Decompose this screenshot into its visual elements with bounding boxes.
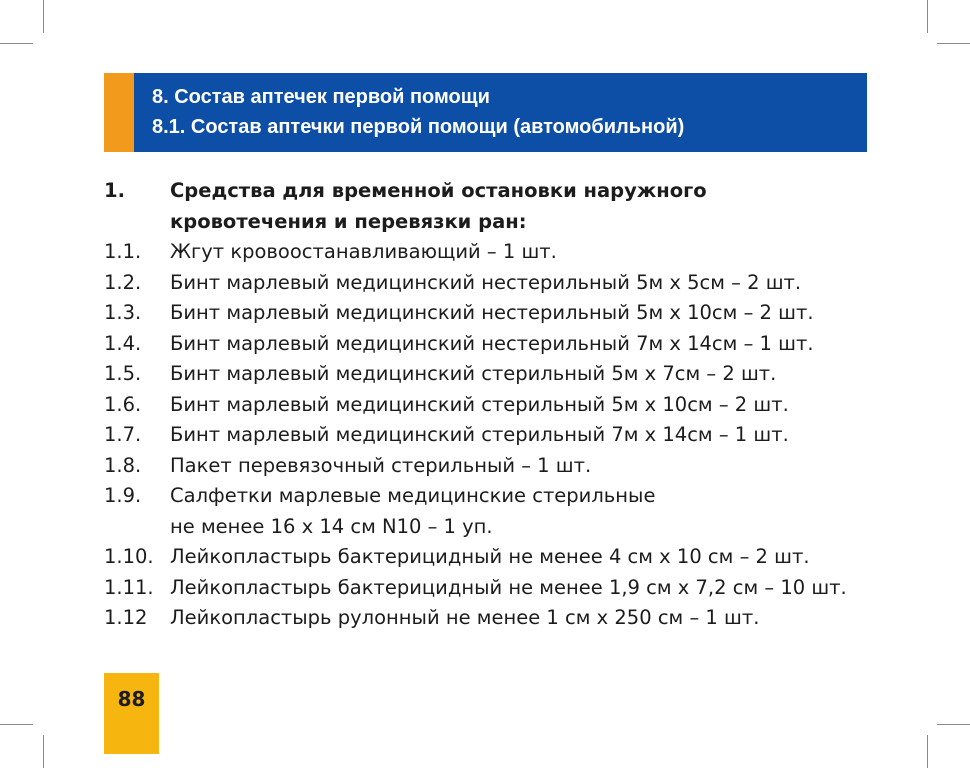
list-item bbox=[104, 451, 884, 482]
crop-mark bbox=[0, 43, 33, 44]
crop-mark bbox=[927, 735, 928, 768]
crop-mark bbox=[43, 0, 44, 33]
item-number: 1.6. bbox=[104, 392, 142, 416]
crop-mark bbox=[937, 43, 970, 44]
crop-mark bbox=[43, 735, 44, 768]
item-number: 1.1. bbox=[104, 240, 142, 263]
page-number: 88 bbox=[117, 687, 146, 711]
item-text: Бинт марлевый медицинский стерильный 5м х 10см – 2 шт. bbox=[170, 392, 789, 416]
item-number: 1.4. bbox=[104, 331, 142, 355]
list-item bbox=[104, 603, 884, 634]
list-item bbox=[104, 542, 884, 573]
crop-mark bbox=[927, 0, 928, 33]
list-item bbox=[104, 298, 884, 329]
list-item bbox=[104, 573, 884, 604]
item-text: Бинт марлевый медицинский нестерильный 5м х 10см – 2 шт. bbox=[170, 301, 814, 324]
list-item bbox=[104, 420, 884, 451]
list-item bbox=[104, 359, 884, 390]
page-number-badge bbox=[104, 673, 159, 754]
item-number: 1.8. bbox=[104, 453, 142, 477]
item-number: 1.11. bbox=[104, 575, 154, 599]
item-text: Лейкопластырь бактерицидный не менее 1,9 см х 7,2 см – 10 шт. bbox=[170, 575, 847, 599]
chapter-title: 8. Состав аптечек первой помощи bbox=[152, 86, 490, 108]
subchapter-title: 8.1. Состав аптечки первой помощи (автомобильной) bbox=[152, 116, 685, 138]
item-text: Лейкопластырь бактерицидный не менее 4 см х 10 см – 2 шт. bbox=[170, 545, 810, 568]
item-number: 1.5. bbox=[104, 362, 142, 385]
list-item bbox=[104, 237, 884, 268]
item-text-continued: не менее 16 х 14 см N10 – 1 уп. bbox=[170, 514, 493, 538]
item-text: Бинт марлевый медицинский стерильный 7м х 14см – 1 шт. bbox=[170, 423, 789, 446]
item-number: 1.3. bbox=[104, 301, 142, 324]
item-text: Бинт марлевый медицинский стерильный 5м х 7см – 2 шт. bbox=[170, 362, 777, 385]
list-item bbox=[104, 329, 884, 360]
item-text: Пакет перевязочный стерильный – 1 шт. bbox=[170, 453, 592, 477]
item-number: 1.12 bbox=[104, 606, 148, 629]
crop-mark bbox=[0, 724, 33, 725]
section-header bbox=[104, 73, 867, 152]
section-heading bbox=[104, 176, 884, 237]
header-accent-bar bbox=[104, 73, 134, 152]
list-item bbox=[104, 390, 884, 421]
item-number: 1.10. bbox=[104, 545, 154, 568]
item-text: Жгут кровоостанавливающий – 1 шт. bbox=[170, 240, 557, 263]
item-text: Лейкопластырь рулонный не менее 1 см х 250 см – 1 шт. bbox=[170, 606, 760, 629]
item-text: Бинт марлевый медицинский нестерильный 7м х 14см – 1 шт. bbox=[170, 331, 814, 355]
kit-contents-list bbox=[104, 176, 884, 634]
item-text: Бинт марлевый медицинский нестерильный 5м х 5см – 2 шт. bbox=[170, 270, 802, 294]
item-number: 1.7. bbox=[104, 423, 142, 446]
section-number: 1. bbox=[104, 179, 125, 202]
list-item bbox=[104, 481, 884, 542]
section-title-line: кровотечения и перевязки ран: bbox=[170, 209, 527, 233]
list-item bbox=[104, 268, 884, 299]
item-number: 1.2. bbox=[104, 270, 142, 294]
item-number: 1.9. bbox=[104, 484, 142, 507]
section-title-line: Средства для временной остановки наружного bbox=[170, 179, 707, 202]
crop-mark bbox=[937, 724, 970, 725]
item-text: Салфетки марлевые медицинские стерильные bbox=[170, 484, 656, 507]
